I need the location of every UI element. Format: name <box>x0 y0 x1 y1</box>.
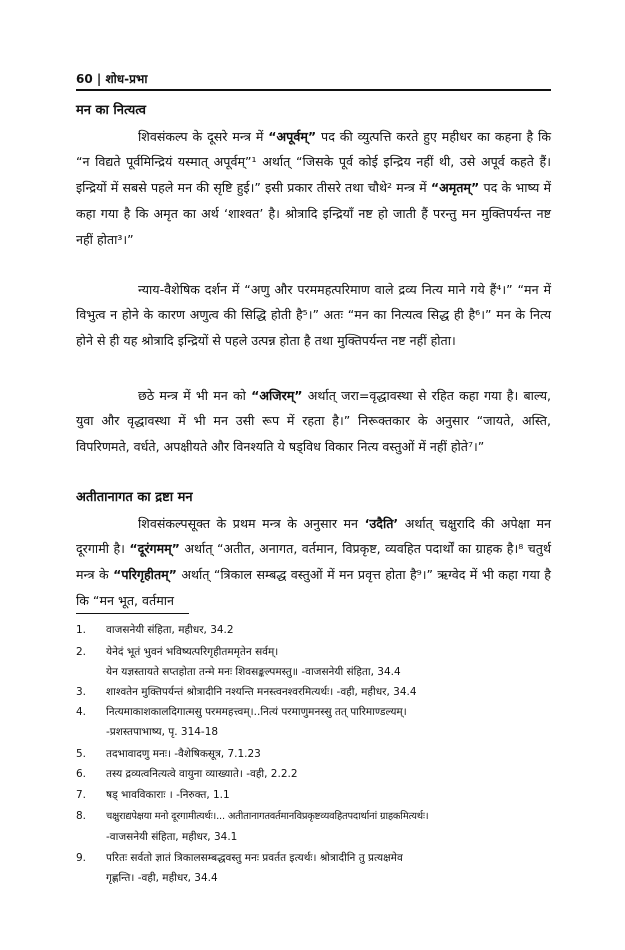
paragraph-4: शिवसंकल्पसूक्त के प्रथम मन्त्र के अनुसार मन ‘उदैति’ अर्थात् चक्षुरादि की अपेक्षा मन दूरगामी है। “दूरंगमम्” अर्थात् “अतीत, अनागत, वर्तमान, विप्रकृष्ट, व्यवहित पदार्थों का ग्राहक है।⁸ चतुर्थ मन्त्र के “परिगृहीतम्” अर्थात् “त्रिकाल सम्बद्ध वस्तुओं में मन प्रवृत्त होता है⁹।” ऋग्वेद में भी कहा गया है कि “मन भूत, वर्तमान <box>76 515 551 608</box>
paragraph-3: छठे मन्त्र में भी मन को “अजिरम्” अर्थात् जरा=वृद्धावस्था से रहित कहा गया है। बाल्य, युवा और वृद्धावस्था में भी मन उसी रूप में रहता है।” निरूक्तकार के अनुसार “जायते, अस्ति, विपरिणमते, वर्धते, अपक्षीयते और विनश्यति ये षड्विध विकार नित्य वस्तुओं में नहीं होते⁷।” <box>76 387 551 455</box>
term-ajiram: “अजिरम्” <box>251 387 303 403</box>
paragraph-2: न्याय-वैशेषिक दर्शन में “अणु और परममहत्परिमाण वाले द्रव्य नित्य माने गये हैं⁴।” “मन में विभुत्व न होने के कारण अणुत्व की सिद्धि होती है⁵।” अतः “मन का नित्यत्व सिद्ध ही है⁶।” मन के नित्य होने से ही यह श्रोत्रादि इन्द्रियों से पहले उत्पन्न होता है तथा मुक्तिपर्यन्त नष्ट नहीं होता। <box>76 281 551 349</box>
term-durangamam: “दूरंगमम्” <box>129 541 180 557</box>
footnote-rule <box>76 613 189 614</box>
paragraph-1: शिवसंकल्प के दूसरे मन्त्र में “अपूर्वम्” पद की व्युत्पत्ति करते हुए महीधर का कहना है कि “न विद्यते पूर्वमिन्द्रियं यस्मात् अपूर्वम्”¹ अर्थात् “जिसके पूर्व कोई इन्द्रिय नहीं थी, उसे अपूर्व कहते हैं। इन्द्रियों में सबसे पहले मन की सृष्टि हुई।” इसी प्रकार तीसरे तथा चौथे² मन्त्र में “अमृतम्” पद के भाष्य में कहा गया है कि अमृत का अर्थ ‘शाश्वत’ है। श्रोत्रादि इन्द्रियाँ नष्ट हो जाती हैं परन्तु मन मुक्तिपर्यन्त नष्ट नहीं होता³।” <box>76 128 552 247</box>
header-rule <box>76 89 551 91</box>
document-page: 60 | शोध-प्रभा मन का नित्यत्व शिवसंकल्प के दूसरे मन्त्र में “अपूर्वम्” पद की व्युत्पत्ति करते हुए महीधर का कहना है कि “न विद्यते पूर्वमिन्द्रियं यस्मात् अपूर्वम्”¹ अर्थात् “जिसके पूर्व कोई इन्द्रिय नहीं थी, उसे अपूर्व कहते हैं। इन्द्रियों में सबसे पहले मन की सृष्टि हुई।” इसी प्रकार तीसरे तथा चौथे² मन्त्र में “अमृतम्” पद के भाष्य में कहा गया है कि अमृत का अर्थ ‘शाश्वत’ है। श्रोत्रादि इन्द्रियाँ नष्ट हो जाती हैं परन्तु मन मुक्तिपर्यन्त नष्ट नहीं होता³।” न्याय-वैशेषिक दर्शन में “अणु और परममहत्परिमाण वाले द्रव्य नित्य माने गये हैं⁴।” “मन में विभुत्व न होने के कारण अणुत्व की सिद्धि होती है⁵।” अतः “मन का नित्यत्व सिद्ध ही है⁶।” मन के नित्य होने से ही यह श्रोत्रादि इन्द्रियों से पहले उत्पन्न होता है तथा मुक्तिपर्यन्त नष्ट नहीं होता। छठे मन्त्र में भी मन को “अजिरम्” अर्थात् जरा=वृद्धावस्था से रहित कहा गया है। बाल्य, युवा और वृद्धावस्था में भी मन उसी रूप में रहता है।” निरूक्तकार के अनुसार “जायते, अस्ति, विपरिणमते, वर्धते, अपक्षीयते और विनश्यति ये षड्विध विकार नित्य वस्तुओं में नहीं होते⁷।” अतीतानागत का द्रष्टा मन शिवसंकल्पसूक्त के प्रथम मन्त्र के अनुसार मन ‘उदैति’ अर्थात् चक्षुरादि की अपेक्षा मन दूरगामी है। “दूरंगमम्” अर्थात् “अतीत, अनागत, वर्तमान, विप्रकृष्ट, व्यवहित पदार्थों का ग्राहक है।⁸ चतुर्थ मन्त्र के “परिगृहीतम्” अर्थात् “त्रिकाल सम्बद्ध वस्तुओं में मन प्रवृत्त होता है⁹।” ऋग्वेद में भी कहा गया है कि “मन भूत, वर्तमान 1. वाजसनेयी संहिता, महीधर, 34.2 2. येनेदं भूतं भुवनं भविष्यत्परिगृहीतममृतेन सर्वम्। येन यज्ञस्तायते सप्तहोता तन्मे मनः शिवसङ्कल्पमस्तु॥ -वाजसनेयी संहिता, 34.4 3. शाश्वतेन मुक्तिपर्यन्तं श्रोत्रादीनि नश्यन्ति मनस्त्वनश्वरमित्यर्थः। -वही, महीधर, 34.4 4. नित्यमाकाशकालदिगात्मसु परममहत्त्वम्।..नित्यं परमाणुमनस्सु तत् पारिमाण्डल्यम्। -प्रशस्तपाभाष्य, पृ. 314-18 5. तदभावादणु मनः। -वैशेषिकसूत्र, 7.1.23 6. तस्य द्रव्यत्वनित्यत्वे वायुना व्याख्याते। -वही, 2.2.2 7. षड् भावविकाराः । -निरुक्त, 1.1 8. चक्षुराद्यपेक्षया मनो दूरगामीत्यर्थः।... अतीतानागतवर्तमानविप्रकृष्टव्यवहितपदार्थानां ग्राहकमित्यर्थः। -वाजसनेयी संहिता, महीधर, 34.1 9. परितः सर्वतो ज्ञातं त्रिकालसम्बद्धवस्तु मनः प्रवर्तत इत्यर्थः। श्रोत्रादीनि तु प्रत्यक्षमेव गृह्णन्ति। -वही, महीधर, 34.4 <box>76 72 552 884</box>
header-separator: | <box>96 72 102 86</box>
term-amritam: “अमृतम्” <box>430 180 480 196</box>
page-number: 60 <box>76 72 93 86</box>
term-udaiti: ‘उदैति’ <box>364 515 399 531</box>
section-heading-drashta: अतीतानागत का द्रष्टा मन <box>76 490 193 505</box>
term-parigrihitam: “परिगृहीतम्” <box>113 567 177 583</box>
page-header <box>76 70 551 87</box>
term-apurvam: “अपूर्वम्” <box>268 128 317 144</box>
section-heading-nityatva: मन का नित्यत्व <box>76 103 146 118</box>
journal-title: शोध-प्रभा <box>105 72 148 86</box>
